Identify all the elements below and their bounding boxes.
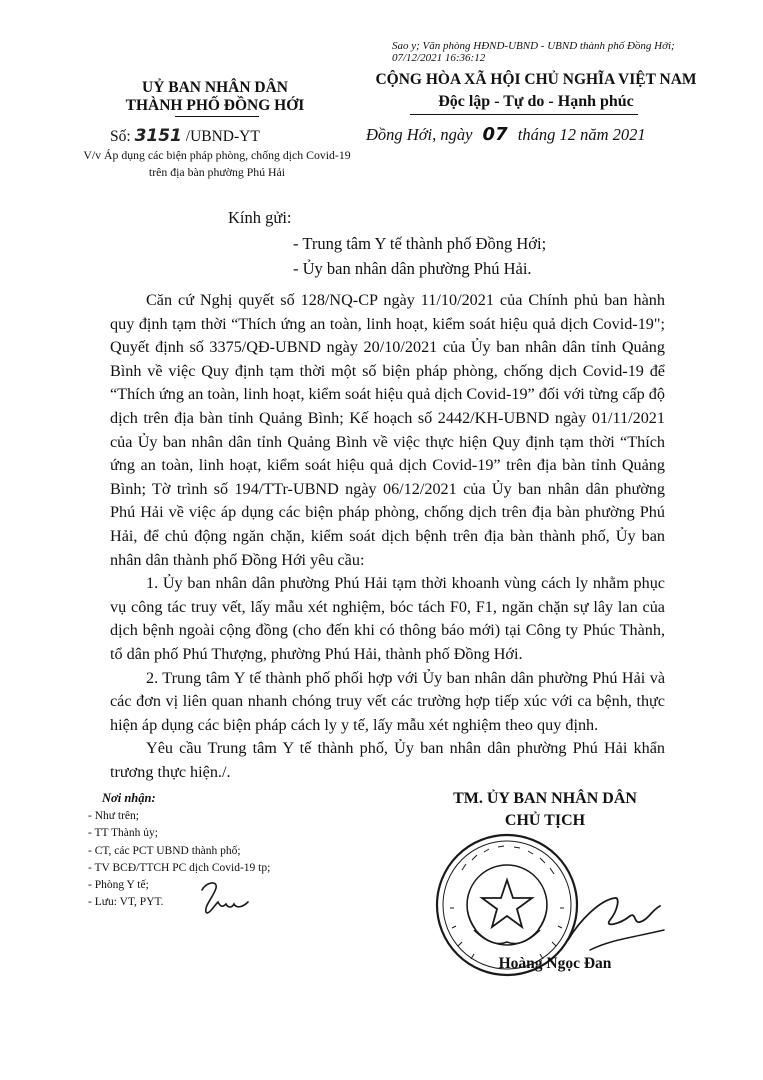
national-motto: Độc lập - Tự do - Hạnh phúc	[438, 93, 634, 110]
document-number-suffix: /UBND-YT	[185, 128, 260, 145]
document-number	[110, 126, 260, 147]
signature-organization: TM. ỦY BAN NHÂN DÂN	[453, 790, 637, 807]
national-title: CỘNG HÒA XÃ HỘI CHỦ NGHĨA VIỆT NAM	[375, 71, 697, 88]
receiver-item: - Phòng Y tế;	[88, 879, 149, 892]
document-body	[110, 289, 665, 784]
recipient-2: - Ủy ban nhân dân phường Phú Hải.	[293, 259, 532, 278]
copy-certification-note: Sao y; Văn phòng HĐND-UBND - UBND thành phố Đồng Hới; 07/12/2021 16:36:12	[392, 40, 675, 64]
receiver-item: - Như trên;	[88, 810, 139, 822]
date-prefix: Đồng Hới, ngày	[366, 125, 473, 144]
authority-underline	[175, 116, 259, 117]
receivers-title: Nơi nhận:	[102, 791, 156, 805]
place-and-date	[366, 124, 646, 146]
receiver-item: - CT, các PCT UBND thành phố;	[88, 844, 241, 857]
greeting: Kính gửi:	[228, 208, 292, 227]
date-day-handwritten: 07	[482, 124, 508, 145]
motto-underline	[410, 114, 638, 115]
date-suffix: tháng 12 năm 2021	[517, 125, 646, 144]
body-paragraph-item-2: 2. Trung tâm Y tế thành phố phối hợp với Ủy ban nhân dân phường Phú Hải và các đơn vị liên quan nhanh chóng truy vết các trường hợp tiếp xúc với ca bệnh, thực hiện áp dụng các biện pháp cách ly y tế, lấy mẫu xét nghiệm theo quy định.	[110, 668, 665, 734]
body-paragraph-item-1: 1. Ủy ban nhân dân phường Phú Hải tạm thời khoanh vùng cách ly nhằm phục vụ công tác truy vết, lấy mẫu xét nghiệm, bóc tách F0, F1, ngăn chặn sự lây lan của dịch bệnh ngoài cộng đồng (cho đến khi có thông báo mới) tại Công ty Phúc Thành, tổ dân phố Phú Thượng, phường Phú Hải, thành phố Đồng Hới.	[110, 574, 665, 663]
receiver-item: - TV BCĐ/TTCH PC dịch Covid-19 tp;	[88, 861, 271, 874]
issuing-authority-line1: UỶ BAN NHÂN DÂN	[142, 79, 288, 96]
recipient-1: - Trung tâm Y tế thành phố Đồng Hới;	[293, 234, 547, 253]
body-paragraph-legal-basis: Căn cứ Nghị quyết số 128/NQ-CP ngày 11/10/2021 của Chính phủ ban hành quy định tạm thời “Thích ứng an toàn, linh hoạt, kiểm soát hiệu quả dịch Covid-19"; Quyết định số 3375/QĐ-UBND ngày 20/10/2021 của Ủy ban nhân dân tỉnh Quảng Bình về việc Quy định tạm thời một số biện pháp phòng, chống dịch Covid-19 để “Thích ứng an toàn, linh hoạt, kiểm soát hiệu quả dịch Covid-19” đối với từng cấp độ dịch trên địa bàn tỉnh Quảng Bình; Kế hoạch số 2442/KH-UBND ngày 01/11/2021 của Ủy ban nhân dân tỉnh Quảng Bình về việc thực hiện Quy định tạm thời “Thích ứng an toàn, linh hoạt, kiểm soát hiệu quả dịch Covid-19” trên địa bàn tỉnh Quảng Bình; Tờ trình số 194/TTr-UBND ngày 06/12/2021 của Ủy ban nhân dân phường Phú Hải về việc áp dụng các biện pháp phòng, chống dịch trên địa bàn phường Phú Hải, để chủ động ngăn chặn, kiểm soát dịch bệnh trên địa bàn thành phố, Ủy ban nhân dân thành phố Đồng Hới yêu cầu:	[110, 291, 665, 569]
handwritten-signature	[560, 880, 670, 960]
receiver-item: - TT Thành ủy;	[88, 827, 158, 840]
signature-position: CHỦ TỊCH	[504, 812, 586, 829]
document-number-prefix: Số:	[110, 128, 131, 145]
document-number-handwritten: 3151	[134, 126, 182, 146]
initials-signature	[196, 876, 252, 920]
issuing-authority-line2: THÀNH PHỐ ĐỒNG HỚI	[125, 97, 305, 114]
signer-name: Hoàng Ngọc Đan	[498, 955, 612, 972]
document-subject: V/v Áp dụng các biện pháp phòng, chống dịch Covid-19 trên địa bàn phường Phú Hải	[83, 148, 351, 179]
body-paragraph-closing: Yêu cầu Trung tâm Y tế thành phố, Ủy ban nhân dân phường Phú Hải khẩn trương thực hiện./.	[110, 739, 665, 781]
receiver-item: - Lưu: VT, PYT.	[88, 896, 164, 909]
